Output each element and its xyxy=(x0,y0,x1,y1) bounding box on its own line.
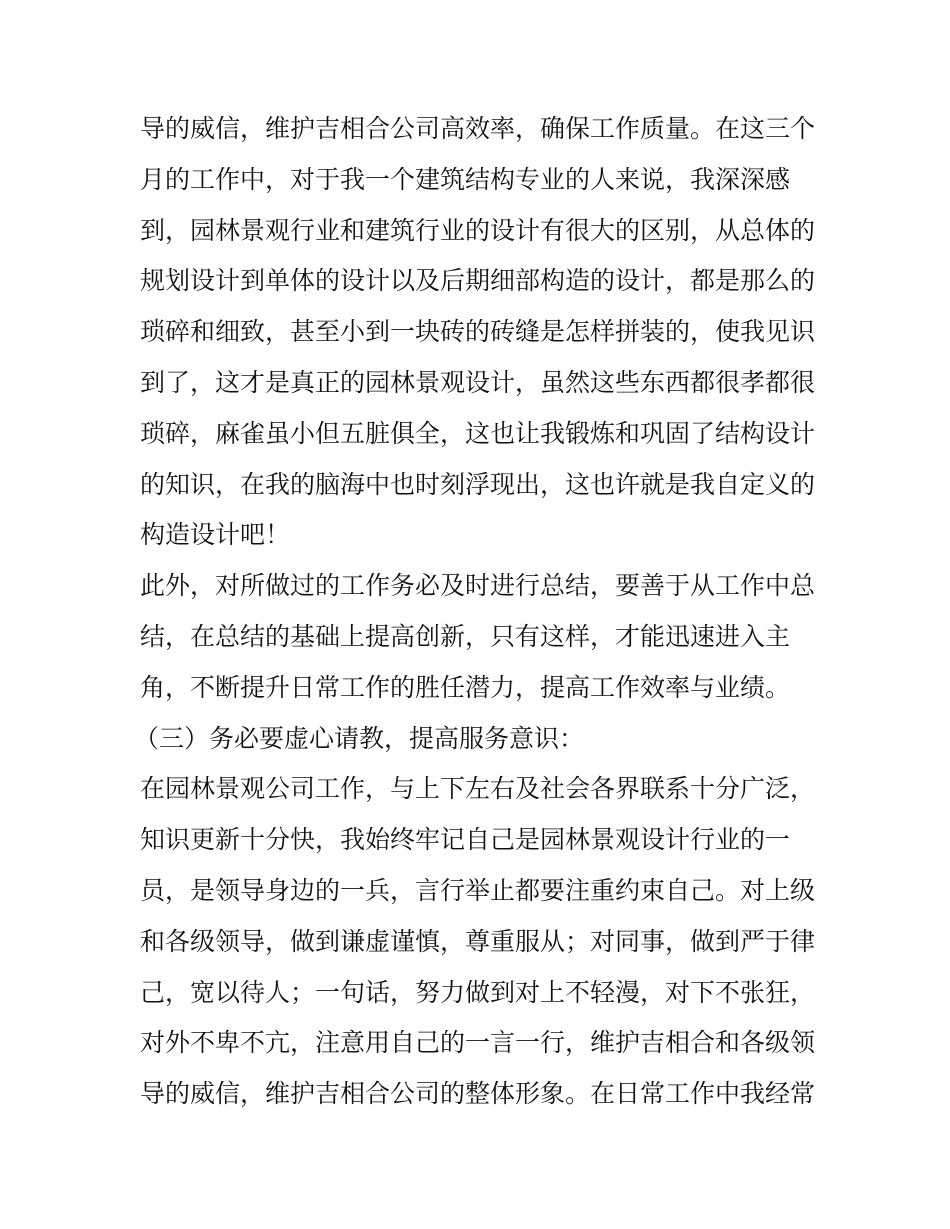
text-line-7: 琐碎，麻雀虽小但五脏俱全，这也让我锻炼和巩固了结构设计 xyxy=(140,418,816,448)
text-line-1: 导的威信，维护吉相合公司高效率，确保工作质量。在这三个 xyxy=(140,114,816,143)
text-line-2: 月的工作中，对于我一个建筑结构专业的人来说，我深深感 xyxy=(140,164,791,194)
text-line-3: 到，园林景观行业和建筑行业的设计有很大的区别，从总体的 xyxy=(140,215,816,245)
text-line-20: 导的威信，维护吉相合公司的整体形象。在日常工作中我经常 xyxy=(140,1079,816,1109)
section-heading: （三）务必要虚心请教，提高服务意识： xyxy=(134,723,585,753)
text-line-11: 结，在总结的基础上提高创新，只有这样，才能迅速进入主 xyxy=(140,621,791,651)
text-line-6: 到了，这才是真正的园林景观设计，虽然这些东西都很孝都很 xyxy=(140,367,816,397)
text-line-19: 对外不卑不亢，注意用自己的一言一行，维护吉相合和各级领 xyxy=(140,1028,816,1058)
text-line-12: 角，不断提升日常工作的胜任潜力，提高工作效率与业绩。 xyxy=(140,672,791,702)
text-line-15: 知识更新十分快，我始终牢记自己是园林景观设计行业的一 xyxy=(140,825,791,855)
text-line-5: 琐碎和细致，甚至小到一块砖的砖缝是怎样拼装的，使我见识 xyxy=(140,317,816,347)
text-line-10: 此外，对所做过的工作务必及时进行总结，要善于从工作中总 xyxy=(140,571,816,601)
text-line-17: 和各级领导，做到谦虚谨慎，尊重服从；对同事，做到严于律 xyxy=(140,926,816,956)
text-line-18: 己，宽以待人；一句话，努力做到对上不轻漫，对下不张狂， xyxy=(140,977,816,1007)
document-body-text xyxy=(134,104,820,1120)
text-line-16: 员，是领导身边的一兵，言行举止都要注重约束自己。对上级 xyxy=(140,875,816,905)
text-line-8: 的知识，在我的脑海中也时刻浮现出，这也许就是我自定义的 xyxy=(140,469,816,499)
text-line-14: 在园林景观公司工作，与上下左右及社会各界联系十分广泛， xyxy=(140,774,816,804)
text-line-4: 规划设计到单体的设计以及后期细部构造的设计，都是那么的 xyxy=(140,266,816,296)
text-line-9: 构造设计吧！ xyxy=(140,520,291,550)
